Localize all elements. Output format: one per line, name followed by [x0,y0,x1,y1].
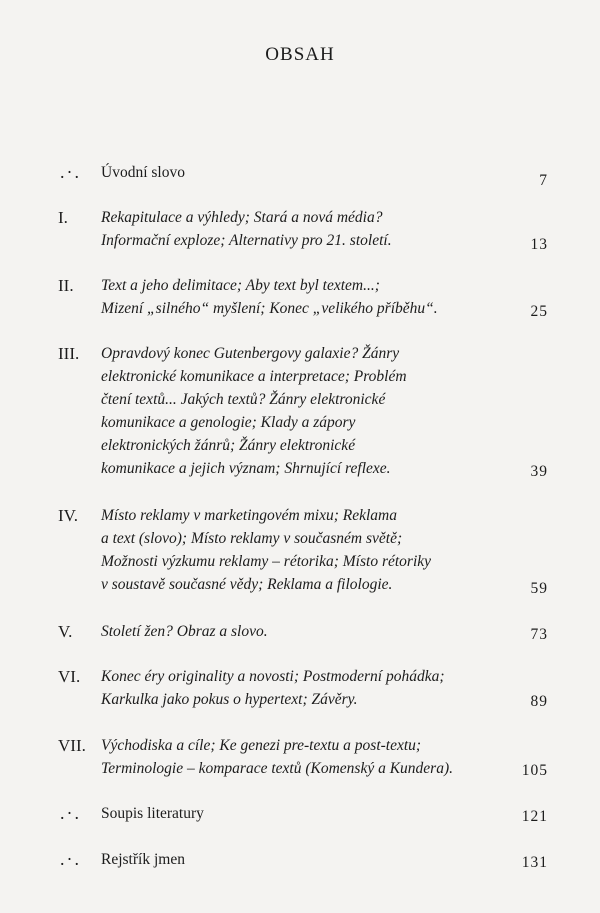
entry-title: Místo reklamy v marketingovém mixu; Reklama a text (slovo); Místo reklamy v současném světě; Možnosti výzkumu reklamy – rétorika; Místo rétoriky v soustavě současné vědy; Reklama a filologie. [101,507,432,593]
entry-marker-ornament: .·. [60,849,81,869]
page-title: OBSAH [265,44,335,65]
entry-title: Opravdový konec Gutenbergovy galaxie? Žánry elektronické komunikace a interpretace; Problém čtení textů... Jakých textů? Žánry elektronické komunikace a genologie; Klady a zápory elektronických žánrů; Žánry elektronické komunikace a jejich význam; Shrnující reflexe. [101,345,407,477]
entry-page-number: 131 [521,854,548,871]
entry-page-number: 39 [530,463,548,480]
entry-title: Úvodní slovo [101,164,185,181]
entry-title: Text a jeho delimitace; Aby text byl textem...; Mizení „silného“ myšlení; Konec „velikého příběhu“. [101,277,438,317]
entry-title: Rejstřík jmen [101,851,185,868]
chapter-number: V. [58,622,73,641]
entry-title: Století žen? Obraz a slovo. [101,623,268,640]
entry-title: Východiska a cíle; Ke genezi pre-textu a post-textu; Terminologie – komparace textů (Komenský a Kundera). [101,737,453,777]
entry-page-number: 13 [530,236,548,253]
entry-page-number: 7 [539,172,548,189]
chapter-number: III. [58,344,80,363]
entry-page-number: 59 [530,580,548,597]
entry-page-number: 105 [521,762,548,779]
entry-page-number: 73 [530,626,548,643]
entry-title: Rekapitulace a výhledy; Stará a nová média? Informační exploze; Alternativy pro 21. století. [101,209,392,249]
entry-marker-ornament: .·. [60,162,81,182]
chapter-number: I. [58,208,68,227]
entry-page-number: 89 [530,693,548,710]
chapter-number: IV. [58,506,78,525]
chapter-number: VI. [58,667,81,686]
entry-title: Konec éry originality a novosti; Postmoderní pohádka; Karkulka jako pokus o hypertext; Závěry. [101,668,445,708]
chapter-number: II. [58,276,74,295]
chapter-number: VII. [58,736,86,755]
entry-page-number: 25 [530,303,548,320]
entry-marker-ornament: .·. [60,803,81,823]
entry-page-number: 121 [521,808,548,825]
entry-title: Soupis literatury [101,805,204,822]
